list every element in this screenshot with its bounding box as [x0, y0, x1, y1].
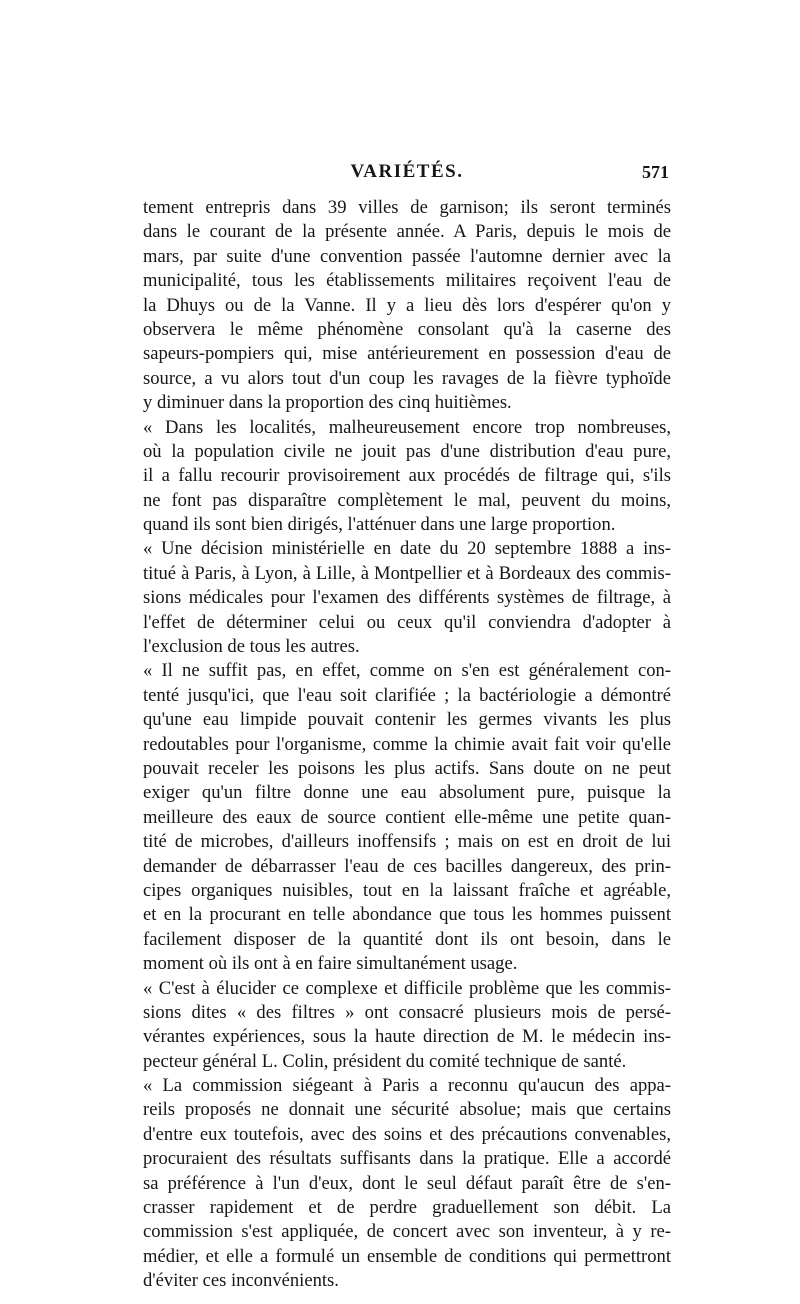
text-line: d'éviter ces inconvénients. [143, 1270, 339, 1292]
text-line: meilleure des eaux de source contient elle-même une petite quan- [143, 806, 671, 828]
text-line: commission s'est appliquée, de concert avec son inventeur, à y re- [143, 1221, 671, 1243]
text-line: y diminuer dans la proportion des cinq huitièmes. [143, 392, 512, 414]
text-line: reils proposés ne donnait une sécurité absolue; mais que certains [143, 1099, 671, 1121]
text-line: pecteur général L. Colin, président du comité technique de santé. [143, 1050, 627, 1072]
text-line: exiger qu'un filtre donne une eau absolument pure, puisque la [143, 782, 671, 804]
text-line: il a fallu recourir provisoirement aux procédés de filtrage qui, s'ils [143, 465, 671, 487]
text-line: l'effet de déterminer celui ou ceux qu'il conviendra d'adopter à [143, 611, 671, 633]
page-number: 571 [642, 162, 669, 182]
text-line: titué à Paris, à Lyon, à Lille, à Montpellier et à Bordeaux des commis- [143, 562, 671, 584]
text-line: observera le même phénomène consolant qu'à la caserne des [143, 318, 671, 340]
text-line: ne font pas disparaître complètement le mal, peuvent du moins, [143, 489, 671, 511]
text-line: cipes organiques nuisibles, tout en la laissant fraîche et agréable, [143, 879, 671, 901]
text-line: tité de microbes, d'ailleurs inoffensifs ; mais on est en droit de lui [143, 831, 671, 853]
text-line: « Dans les localités, malheureusement encore trop nombreuses, [143, 416, 671, 438]
text-line: vérantes expériences, sous la haute direction de M. le médecin ins- [143, 1026, 671, 1048]
text-line: « C'est à élucider ce complexe et difficile problème que les commis- [143, 977, 671, 999]
text-line: demander de débarrasser l'eau de ces bacilles dangereux, des prin- [143, 855, 671, 877]
text-line: la Dhuys ou de la Vanne. Il y a lieu dès lors d'espérer qu'on y [143, 294, 671, 316]
text-line: qu'une eau limpide pouvait contenir les germes vivants les plus [143, 709, 671, 731]
text-line: sions médicales pour l'examen des différents systèmes de filtrage, à [143, 587, 671, 609]
text-line: « Il ne suffit pas, en effet, comme on s'en est généralement con- [143, 660, 671, 682]
text-line: « Une décision ministérielle en date du 20 septembre 1888 a ins- [143, 538, 671, 560]
text-line: et en la procurant en telle abondance que tous les hommes puissent [143, 904, 671, 926]
text-line: municipalité, tous les établissements militaires reçoivent l'eau de [143, 270, 671, 292]
text-line: médier, et elle a formulé un ensemble de conditions qui permettront [143, 1245, 671, 1267]
text-line: « La commission siégeant à Paris a reconnu qu'aucun des appa- [143, 1075, 671, 1097]
text-line: tement entrepris dans 39 villes de garnison; ils seront terminés [143, 197, 671, 218]
text-line: facilement disposer de la quantité dont ils ont besoin, dans le [143, 928, 671, 950]
body-text [143, 196, 671, 1294]
text-line: l'exclusion de tous les autres. [143, 636, 360, 658]
text-line: quand ils sont bien dirigés, l'atténuer dans une large proportion. [143, 514, 616, 536]
text-line: redoutables pour l'organisme, comme la chimie avait fait voir qu'elle [143, 733, 671, 755]
text-line: mars, par suite d'une convention passée l'automne dernier avec la [143, 245, 671, 267]
text-line: dans le courant de la présente année. A Paris, depuis le mois de [143, 221, 671, 243]
text-line: d'entre eux toutefois, avec des soins et des précautions convenables, [143, 1123, 671, 1145]
text-line: où la population civile ne jouit pas d'une distribution d'eau pure, [143, 440, 671, 462]
text-line: procuraient des résultats suffisants dans la pratique. Elle a accordé [143, 1148, 671, 1170]
text-line: pouvait receler les poisons les plus actifs. Sans doute on ne peut [143, 757, 671, 779]
text-line: crasser rapidement et de perdre graduellement son débit. La [143, 1197, 671, 1219]
text-line: tenté jusqu'ici, que l'eau soit clarifiée ; la bactériologie a démontré [143, 684, 671, 706]
text-line: sions dites « des filtres » ont consacré plusieurs mois de persé- [143, 1001, 671, 1023]
text-line: sa préférence à l'un d'eux, dont le seul défaut paraît être de s'en- [143, 1172, 671, 1194]
text-line: sapeurs-pompiers qui, mise antérieurement en possession d'eau de [143, 343, 671, 365]
running-header [143, 157, 671, 187]
text-line: moment où ils ont à en faire simultanément usage. [143, 953, 518, 975]
running-title: VARIÉTÉS. [350, 161, 464, 182]
text-line: source, a vu alors tout d'un coup les ravages de la fièvre typhoïde [143, 367, 671, 389]
